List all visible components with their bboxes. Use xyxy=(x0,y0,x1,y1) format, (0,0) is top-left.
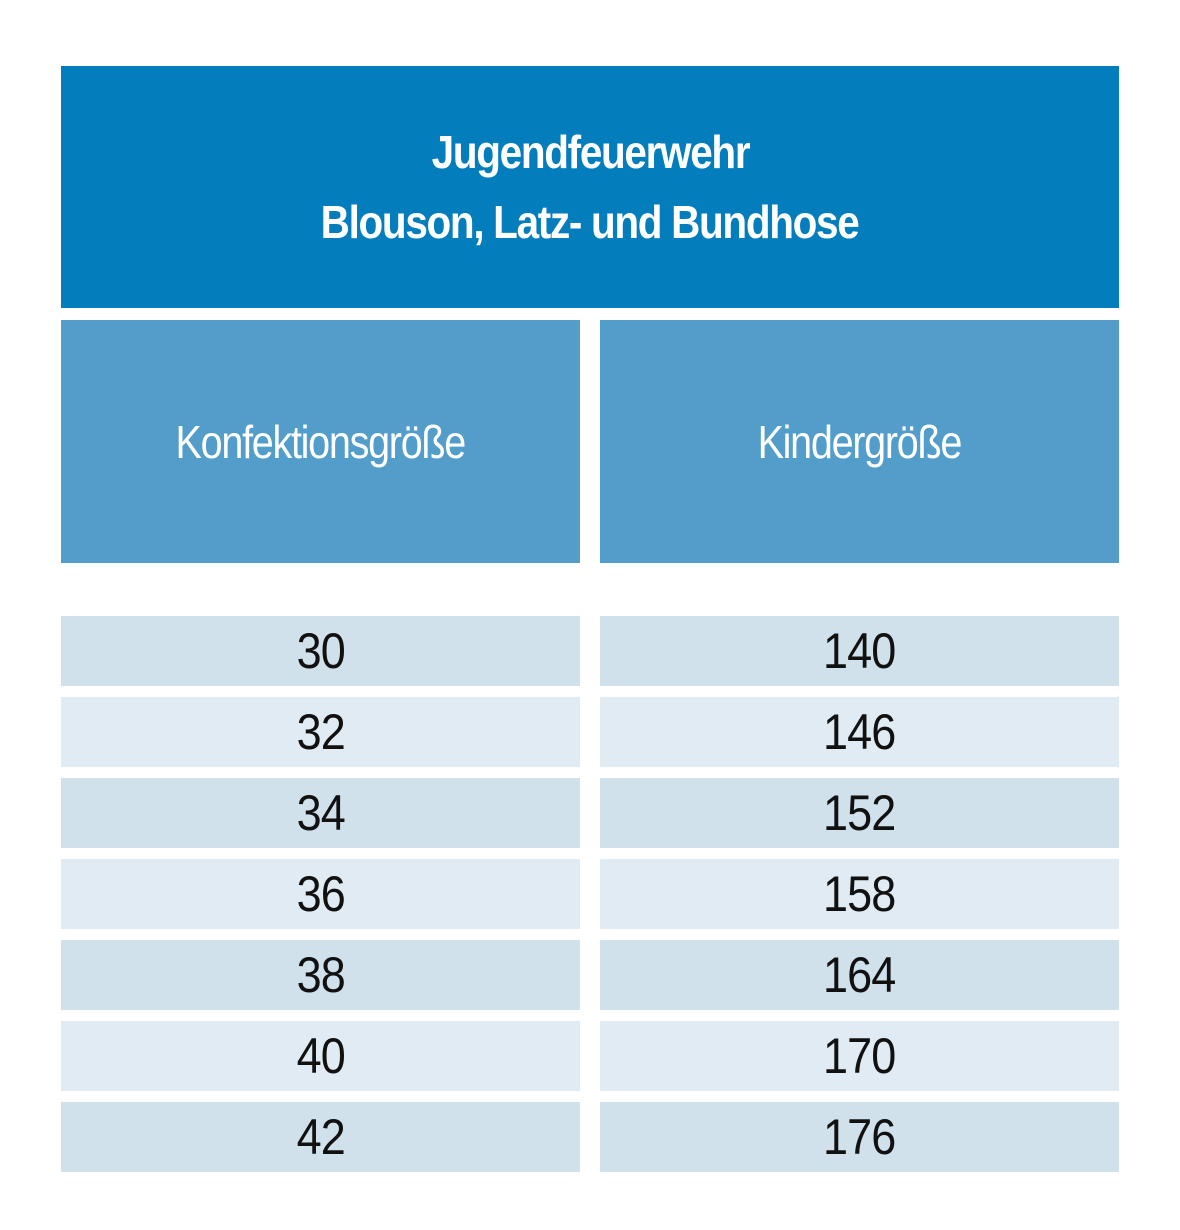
column-header-kindergroesse xyxy=(600,320,1119,563)
cell-value: 170 xyxy=(823,1028,896,1084)
column-header-konfektionsgroesse xyxy=(61,320,580,563)
table-cell-kindergroesse xyxy=(600,616,1119,686)
cell-value: 30 xyxy=(296,623,345,679)
table-cell-konfektionsgroesse xyxy=(61,1021,580,1091)
table-cell-konfektionsgroesse xyxy=(61,697,580,767)
table-cell-kindergroesse xyxy=(600,859,1119,929)
table-cell-konfektionsgroesse xyxy=(61,778,580,848)
cell-value: 146 xyxy=(823,704,896,760)
cell-value: 42 xyxy=(296,1109,345,1165)
table-cell-konfektionsgroesse xyxy=(61,616,580,686)
table-cell-konfektionsgroesse xyxy=(61,940,580,1010)
table-cell-kindergroesse xyxy=(600,1102,1119,1172)
cell-value: 36 xyxy=(296,866,345,922)
cell-value: 40 xyxy=(296,1028,345,1084)
column-header-label: Konfektionsgröße xyxy=(175,415,466,468)
table-cell-kindergroesse xyxy=(600,778,1119,848)
table-cell-kindergroesse xyxy=(600,697,1119,767)
cell-value: 34 xyxy=(296,785,345,841)
table-title xyxy=(61,66,1119,308)
column-header-label: Kindergröße xyxy=(757,415,962,468)
cell-value: 140 xyxy=(823,623,896,679)
title-line-1: Jugendfeuerwehr xyxy=(431,126,749,178)
table-cell-kindergroesse xyxy=(600,940,1119,1010)
title-line-2: Blouson, Latz- und Bundhose xyxy=(321,196,859,248)
cell-value: 164 xyxy=(823,947,896,1003)
table-cell-kindergroesse xyxy=(600,1021,1119,1091)
cell-value: 152 xyxy=(823,785,896,841)
table-cell-konfektionsgroesse xyxy=(61,1102,580,1172)
cell-value: 32 xyxy=(296,704,345,760)
cell-value: 158 xyxy=(823,866,896,922)
cell-value: 38 xyxy=(296,947,345,1003)
cell-value: 176 xyxy=(823,1109,896,1165)
table-cell-konfektionsgroesse xyxy=(61,859,580,929)
